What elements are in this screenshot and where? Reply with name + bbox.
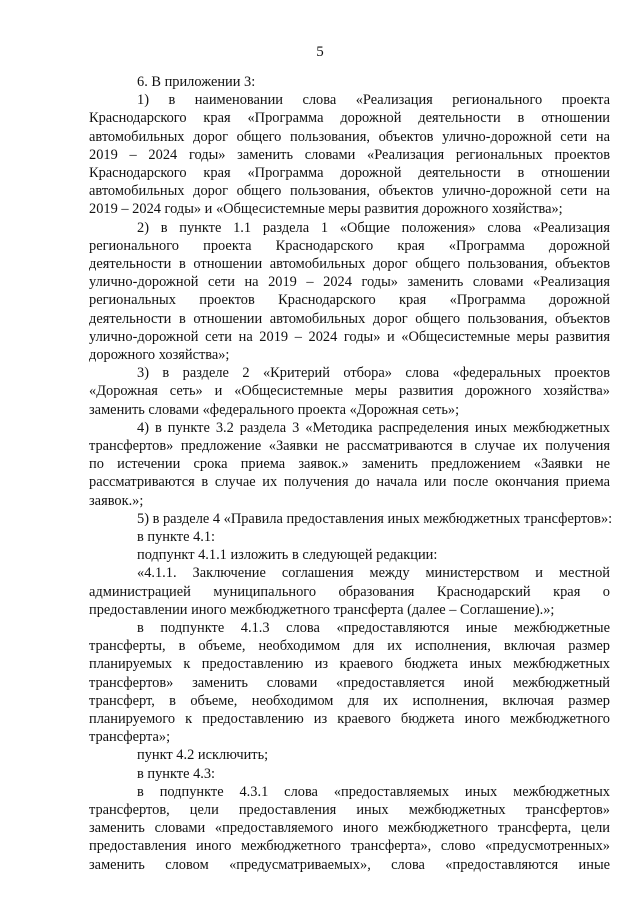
text-line: улично-дорожной сети на 2019 – 2024 годы» заменить словами «Реализация [89, 274, 610, 291]
text-line: автомобильных дорог общего пользования, объектов улично-дорожной сети на [89, 183, 610, 200]
text-line: подпункт 4.1.1 изложить в следующей редакции: [137, 547, 438, 564]
text-line: 6. В приложении 3: [137, 74, 256, 90]
text-line: регионального проекта Краснодарского края «Программа дорожной [89, 237, 610, 254]
text-line: Краснодарского края «Программа дорожной деятельности в отношении [89, 165, 610, 181]
text-line: региональных проектов Краснодарского края «Программа дорожной [89, 292, 610, 309]
text-line: трансферты, в объеме, необходимом для их исполнения, включая размер [89, 638, 610, 655]
text-line: заменить словами «федерального проекта «Дорожная сеть»; [89, 401, 460, 418]
text-line: «Дорожная сеть» и «Общесистемные меры развития дорожного хозяйства» [89, 383, 610, 400]
text-line: трансфертов» предложение «Заявки не рассматриваются в случае их получения [89, 438, 610, 454]
text-line: деятельности в отношении автомобильных дорог общего пользования, объектов [89, 310, 610, 327]
text-line: 3) в разделе 2 «Критерий отбора» слова «федеральных проектов [137, 365, 610, 382]
text-line: предоставлении иного межбюджетного трансферта (далее – Соглашение).»; [89, 601, 555, 618]
text-line: заменить словом «предусматриваемых», слова «предоставляются иные [89, 856, 610, 873]
text-line: автомобильных дорог общего пользования, объектов улично-дорожной сети на [89, 128, 610, 145]
text-line: в подпункте 4.1.3 слова «предоставляются иные межбюджетные [137, 620, 610, 636]
text-line: 2019 – 2024 годы» и «Общесистемные меры развития дорожного хозяйства»; [89, 201, 563, 218]
text-line: 1) в наименовании слова «Реализация регионального проекта [137, 92, 610, 109]
text-line: Краснодарского края «Программа дорожной деятельности в отношении [89, 110, 610, 127]
text-line: 5) в разделе 4 «Правила предоставления иных межбюджетных трансфертов»: [137, 510, 613, 527]
text-line: трансфертов» заменить словами «предоставляется иной межбюджетный [89, 674, 610, 691]
text-line: планируемых к предоставлению из краевого бюджета иных межбюджетных [89, 656, 610, 673]
text-line: администрацией муниципального образования Краснодарский края о [89, 583, 610, 600]
text-line: 2019 – 2024 годы» заменить словами «Реализация региональных проектов [89, 146, 610, 163]
text-line: заменить словами «предоставляемого иного межбюджетного трансферта, цели [89, 820, 610, 837]
text-line: «4.1.1. Заключение соглашения между министерством и местной [137, 565, 610, 582]
page-number: 5 [316, 44, 324, 60]
text-line: планируемого к предоставлению из краевого бюджета иного межбюджетного [89, 711, 610, 727]
text-line: трансфертов, цели предоставления иных межбюджетных трансфертов» [89, 802, 610, 818]
text-line: трансферт, в объеме, необходимом для их исполнения, включая размер [89, 692, 610, 709]
text-line: рассматриваются в случае их получения до начала или после окончания приема [89, 474, 610, 491]
text-line: по истечении срока приема заявок.» заменить предложением «Заявки не [89, 456, 610, 473]
text-line: в пункте 4.1: [137, 529, 216, 545]
text-line: предоставления иного межбюджетного трансферта», слово «предусмотренных» [89, 838, 610, 855]
text-line: в подпункте 4.3.1 слова «предоставляемых иных межбюджетных [137, 783, 610, 800]
text-line: деятельности в отношении автомобильных дорог общего пользования, объектов [89, 256, 610, 272]
text-line: трансферта»; [89, 729, 171, 746]
text-line: 2) в пункте 1.1 раздела 1 «Общие положения» слова «Реализация [137, 219, 610, 236]
text-line: дорожного хозяйства»; [89, 347, 230, 363]
text-line: пункт 4.2 исключить; [137, 747, 269, 764]
text-line: в пункте 4.3: [137, 765, 216, 782]
text-line: улично-дорожной сети на 2019 – 2024 годы» и «Общесистемные меры развития [89, 328, 610, 345]
text-line: заявок.»; [89, 492, 144, 509]
text-line: 4) в пункте 3.2 раздела 3 «Методика распределения иных межбюджетных [137, 419, 610, 436]
